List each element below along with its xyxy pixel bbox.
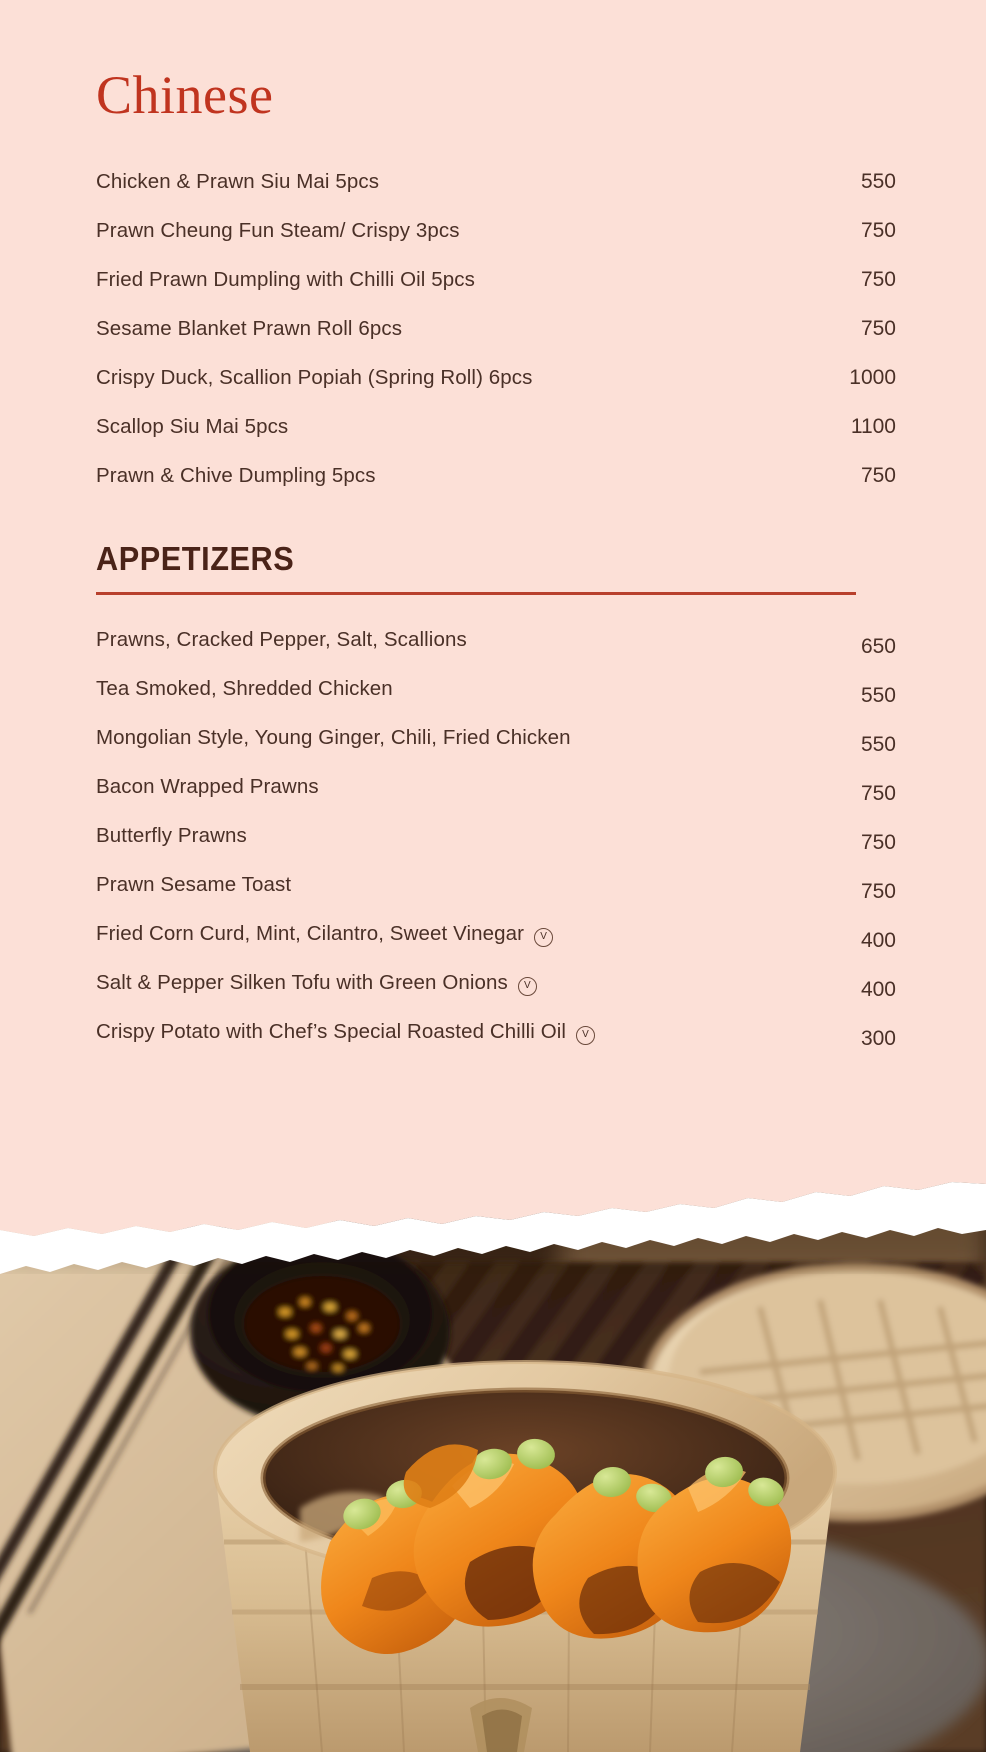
dimsum-item-list [96, 170, 896, 513]
menu-item-row [96, 268, 896, 317]
menu-item-row [96, 873, 896, 922]
menu-item-row [96, 170, 896, 219]
menu-item-row [96, 922, 896, 971]
menu-item-row [96, 464, 896, 513]
dimsum-photo-image [0, 1142, 986, 1752]
menu-item-price: 750 [860, 268, 896, 291]
section-heading: APPETIZERS [96, 540, 295, 577]
menu-item-price: 550 [860, 733, 896, 756]
menu-item-name: Butterfly Prawns [96, 824, 247, 847]
menu-item-row [96, 726, 896, 775]
vegetarian-icon: V [534, 928, 553, 947]
section-divider [96, 592, 856, 595]
menu-item-name: Bacon Wrapped Prawns [96, 775, 319, 798]
page-title: Chinese [96, 65, 274, 125]
dimsum-photo [0, 1142, 986, 1752]
menu-item-name: Prawn & Chive Dumpling 5pcs [96, 464, 376, 487]
menu-item-row [96, 366, 896, 415]
menu-item-name: Prawn Cheung Fun Steam/ Crispy 3pcs [96, 219, 460, 242]
menu-item-price: 300 [860, 1027, 896, 1050]
menu-item-price: 400 [860, 978, 896, 1001]
menu-item-row [96, 971, 896, 1020]
menu-item-row [96, 415, 896, 464]
menu-item-name: Chicken & Prawn Siu Mai 5pcs [96, 170, 380, 193]
menu-item-name: Sesame Blanket Prawn Roll 6pcs [96, 317, 403, 340]
menu-item-name: Prawn Sesame Toast [96, 873, 292, 896]
menu-item-name: Scallop Siu Mai 5pcs [96, 415, 289, 438]
menu-item-price: 750 [860, 219, 896, 242]
vegetarian-icon: V [518, 977, 537, 996]
menu-item-name: Fried Corn Curd, Mint, Cilantro, Sweet Vinegar V [96, 922, 553, 947]
menu-item-name: Salt & Pepper Silken Tofu with Green Onions V [96, 971, 537, 996]
menu-item-price: 1000 [849, 366, 896, 389]
menu-item-price: 750 [860, 880, 896, 903]
menu-item-row [96, 317, 896, 366]
menu-item-name: Mongolian Style, Young Ginger, Chili, Fried Chicken [96, 726, 571, 749]
menu-item-price: 750 [860, 782, 896, 805]
menu-item-name: Tea Smoked, Shredded Chicken [96, 677, 393, 700]
menu-item-price: 550 [860, 170, 896, 193]
menu-item-price: 550 [860, 684, 896, 707]
menu-item-name: Fried Prawn Dumpling with Chilli Oil 5pcs [96, 268, 475, 291]
menu-item-row [96, 775, 896, 824]
menu-item-row [96, 824, 896, 873]
menu-item-row [96, 219, 896, 268]
menu-item-row [96, 1020, 896, 1069]
menu-item-price: 1100 [850, 415, 896, 438]
menu-item-price: 750 [860, 831, 896, 854]
menu-item-name: Crispy Duck, Scallion Popiah (Spring Roll) 6pcs [96, 366, 533, 389]
menu-item-price: 650 [860, 635, 896, 658]
menu-item-price: 400 [860, 929, 896, 952]
vegetarian-icon: V [576, 1026, 595, 1045]
menu-item-name: Crispy Potato with Chef’s Special Roasted Chilli Oil V [96, 1020, 595, 1045]
menu-item-price: 750 [860, 464, 896, 487]
appetizer-item-list [96, 628, 896, 1069]
menu-item-row [96, 628, 896, 677]
menu-item-price: 750 [860, 317, 896, 340]
appetizers-section-header [96, 540, 856, 595]
menu-item-name: Prawns, Cracked Pepper, Salt, Scallions [96, 628, 467, 651]
menu-item-row [96, 677, 896, 726]
